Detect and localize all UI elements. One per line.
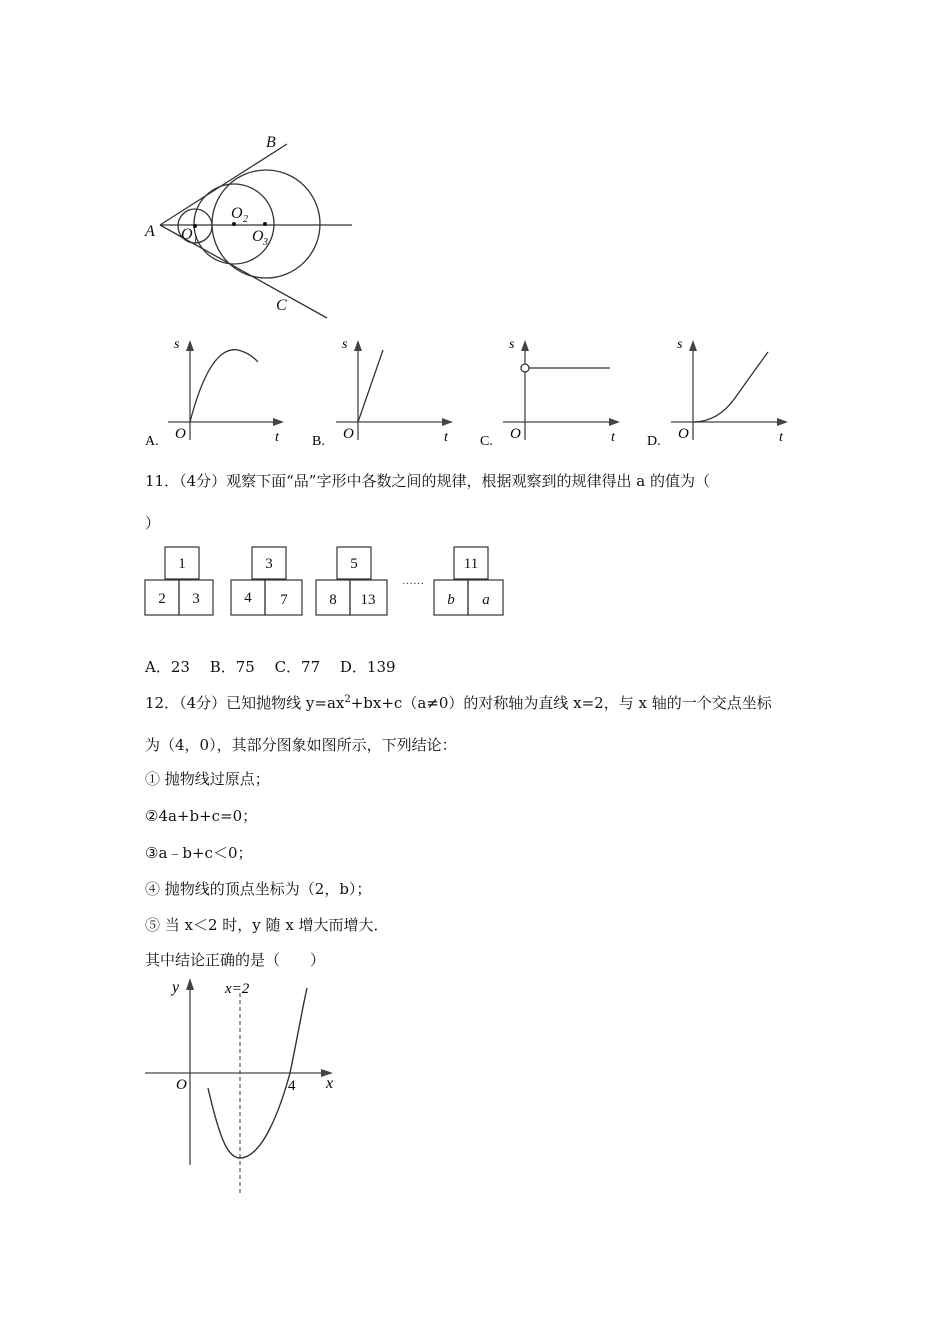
shape2-right: 7 xyxy=(280,592,288,608)
label-o2-sub: 2 xyxy=(243,214,248,225)
shape2-left: 4 xyxy=(244,590,252,606)
svg-text:O: O xyxy=(678,426,689,442)
graph-a xyxy=(145,337,284,449)
label-b: B xyxy=(266,134,276,151)
option-b-label: B. xyxy=(312,434,325,449)
shape3-top: 5 xyxy=(350,556,358,572)
point-o2 xyxy=(232,222,236,226)
label-o3: O xyxy=(252,228,264,245)
option-a-label: A. xyxy=(145,434,159,449)
q12-prompt: 其中结论正确的是（ ） xyxy=(145,951,326,969)
q12-stem-line1: 12．（4分）已知抛物线 $y=ax^2+bx+c(a\ne 0)$的对称轴为直线 x=2，与 x 轴的一个交点坐标 xyxy=(145,694,772,712)
svg-text:s: s xyxy=(174,337,180,352)
q11-choices: A．23 B．75 C．77 D．139 xyxy=(145,658,396,676)
parabola-graph xyxy=(145,978,333,1195)
shape2-top: 3 xyxy=(265,556,273,572)
label-o3-sub: 3 xyxy=(263,237,268,248)
graph-b xyxy=(312,337,453,449)
graph-c xyxy=(480,337,620,449)
q12-item-4: ④ 抛物线的顶点坐标为（2，b）； xyxy=(145,880,372,898)
svg-text:s: s xyxy=(509,337,515,352)
svg-text:O: O xyxy=(176,1077,187,1093)
label-o1-sub: 1 xyxy=(193,235,198,246)
shape4-right: a xyxy=(482,592,490,608)
graph-d xyxy=(647,337,788,449)
svg-text:t: t xyxy=(444,430,448,445)
label-a: A xyxy=(145,223,155,240)
q11-stem-line1: 11．（4分）观察下面“品”字形中各数之间的规律，根据观察到的规律得出 a 的值为（ xyxy=(145,472,710,490)
svg-text:y: y xyxy=(172,979,180,996)
line-b xyxy=(358,350,383,422)
svg-text:s: s xyxy=(677,337,683,352)
point-o3 xyxy=(263,222,267,226)
label-o1: O xyxy=(181,226,193,243)
option-c-label: C. xyxy=(480,434,493,449)
shape1-right: 3 xyxy=(192,591,200,607)
q12-item-3: ③a﹣b+c＜0； xyxy=(145,844,253,862)
svg-text:O: O xyxy=(510,426,521,442)
label-o2: O xyxy=(231,205,243,222)
q12-item-5: ⑤ 当 x＜2 时，y 随 x 增大而增大． xyxy=(145,916,389,934)
svg-text:O: O xyxy=(175,426,186,442)
point-o1 xyxy=(193,224,197,228)
shape3-right: 13 xyxy=(360,592,376,608)
shape1-left: 2 xyxy=(158,591,166,607)
svg-text:O: O xyxy=(343,426,354,442)
svg-text:x=2: x=2 xyxy=(225,981,250,997)
shape4-top: 11 xyxy=(463,556,479,572)
label-c: C xyxy=(276,297,287,314)
q11-stem-line2: ） xyxy=(145,514,161,532)
svg-text:x: x xyxy=(326,1075,334,1092)
svg-text:4: 4 xyxy=(288,1078,296,1094)
svg-text:t: t xyxy=(611,430,615,445)
curve-d xyxy=(693,352,768,422)
q12-stem-line2: 为（4，0），其部分图象如图所示，下列结论： xyxy=(145,736,457,754)
q12-item-1: ① 抛物线过原点； xyxy=(145,770,270,788)
svg-text:t: t xyxy=(275,430,279,445)
curve-a xyxy=(190,350,258,422)
shape3-left: 8 xyxy=(329,592,337,608)
ray-ab xyxy=(160,144,287,225)
shape1-top: 1 xyxy=(178,556,186,572)
svg-text:t: t xyxy=(779,430,783,445)
open-point-c xyxy=(521,364,529,372)
q12-item-2: ②4a+b+c=0； xyxy=(145,807,258,825)
option-d-label: D. xyxy=(647,434,661,449)
ellipsis-dots: …… xyxy=(402,575,424,587)
shape4-left: b xyxy=(447,592,455,608)
svg-text:s: s xyxy=(342,337,348,352)
